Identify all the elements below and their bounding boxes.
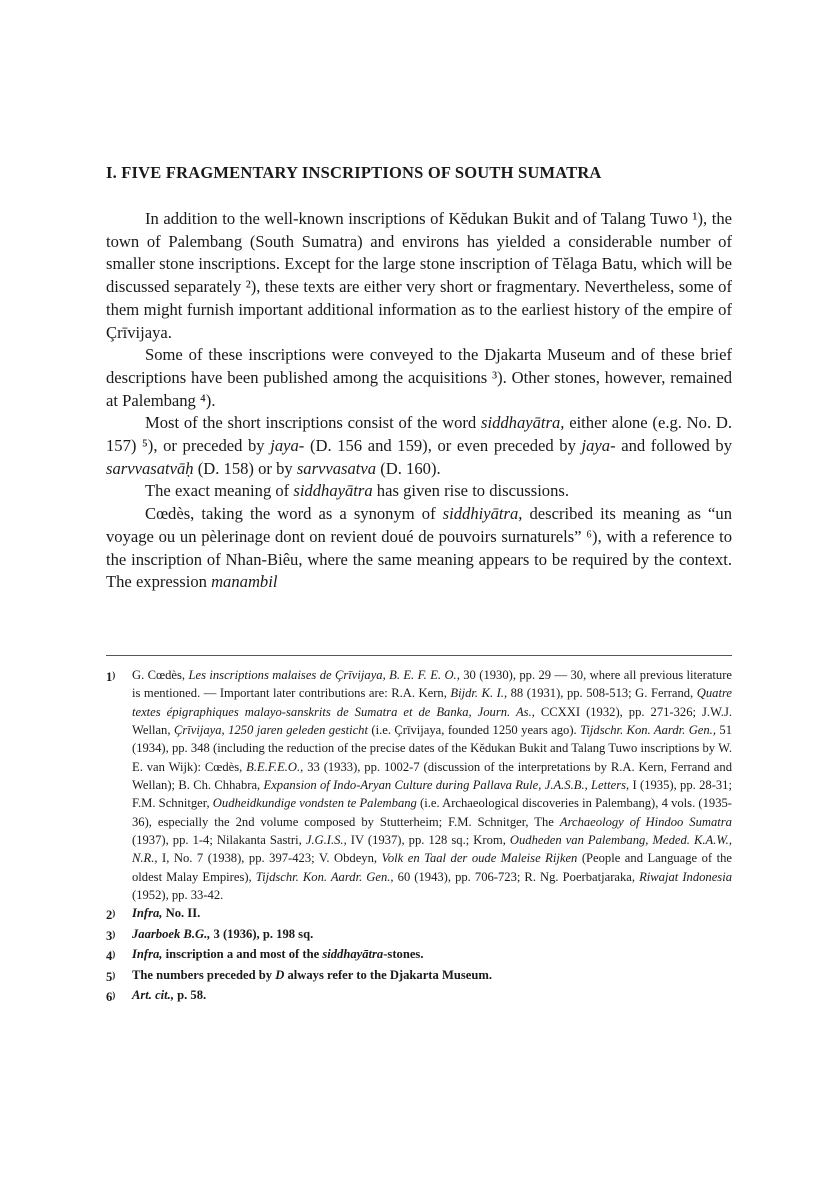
- footnote-number: 2): [106, 908, 116, 923]
- italic-term: siddhayātra: [293, 481, 373, 501]
- chapter-title: I. FIVE FRAGMENTARY INSCRIPTIONS OF SOUTH SUMATRA: [106, 163, 602, 182]
- paragraph-5: [106, 503, 732, 594]
- footnote-text: Infra, inscription a and most of the siddhayātra-stones.: [132, 947, 424, 962]
- footnote-6: [106, 986, 732, 1006]
- text-run: either alone (e.g. No. D. 157) ⁵), or preceded by: [106, 413, 733, 456]
- text-run: and followed by: [615, 436, 732, 456]
- footnote-text: Infra, No. II.: [132, 906, 201, 921]
- italic-term: siddhayātra,: [481, 413, 565, 433]
- body-text: [106, 208, 732, 594]
- footnote-number: 3): [106, 928, 116, 943]
- italic-term: siddhiyātra,: [442, 504, 523, 524]
- footnote-5: [106, 966, 732, 986]
- text-run: (D. 156 and 159), or even preceded by: [304, 436, 582, 456]
- paragraph-1: In addition to the well-known inscriptions of Kĕdukan Bukit and of Talang Tuwo ¹), the town of Palembang (South Sumatra) and environs has yielded a considerable number of smaller stone inscriptions. Except for the large stone inscription of Tĕlaga Batu, which will be discussed separately ²), these texts are either very short or fragmentary. Nevertheless, some of them might furnish important additional information as to the earliest history of the empire of Çrīvijaya.: [106, 209, 732, 342]
- paragraph-3: [106, 412, 732, 480]
- italic-term: sarvvasatva: [296, 458, 377, 478]
- footnote-2: [106, 904, 732, 924]
- footnote-text: Art. cit., p. 58.: [132, 987, 207, 1002]
- text-run: described its meaning as “un voyage ou un pèlerinage dont on revient doué de pouvoirs surnaturels” ⁶), with a reference to the inscription of Nhan-Biêu, where the same meaning appears to be required by the context. The expression: [106, 504, 732, 592]
- footnote-number: 5): [106, 969, 116, 984]
- footnote-1: [106, 666, 732, 904]
- footnote-text: G. Cœdès, Les inscriptions malaises de Çrīvijaya, B. E. F. E. O., 30 (1930), pp. 29 — 30, where all previous literature is mentioned. — Important later contributions are: R.A. Kern, Bijdr. K. I., 88 (1931), pp. 508-513; G. Ferrand, Quatre textes épigraphiques malayo-sanskrits de Sumatra et de Banka, Journ. As., CCXXI (1932), pp. 271-326; J.W.J. Wellan, Çrīvijaya, 1250 jaren geleden gesticht (i.e. Çrīvijaya, founded 1250 years ago). Tijdschr. Kon. Aardr. Gen., 51 (1934), pp. 348 (including the reduction of the precise dates of the Kĕdukan Bukit and Talang Tuwo inscriptions by W. E. van Wijk): Cœdès, B.E.F.E.O., 33 (1933), pp. 1002-7 (discussion of the interpretations by R.A. Kern, Ferrand and Wellan); B. Ch. Chhabra, Expansion of Indo-Aryan Culture during Pallava Rule, J.A.S.B., Letters, I (1935), pp. 28-31; F.M. Schnitger, Oudheidkundige vondsten te Palembang (i.e. Archaeological discoveries in Palembang), 4 vols. (1935-36), especially the 2nd volume composed by Stutterheim; F.M. Schnitger, The Archaeology of Hindoo Sumatra (1937), pp. 1-4; Nilakanta Sastri, J.G.I.S., IV (1937), pp. 128 sq.; Krom, Oudheden van Palembang, Meded. K.A.W., N.R., I, No. 7 (1938), pp. 397-423; V. Obdeyn, Volk en Taal der oude Maleise Rijken (People and Language of the oldest Malay Empires), Tijdschr. Kon. Aardr. Gen., 60 (1943), pp. 706-723; R. Ng. Poerbatjaraka, Riwajat Indonesia (1952), pp. 33-42.: [132, 668, 733, 903]
- italic-term: jaya-: [581, 436, 616, 456]
- italic-term: sarvvasatvāḥ: [106, 458, 194, 478]
- text-run: (D. 158) or by: [193, 458, 297, 478]
- text-run: Cœdès, taking the word as a synonym of: [145, 504, 443, 524]
- text-run: (D. 160).: [376, 458, 441, 478]
- footnote-text: Jaarboek B.G., 3 (1936), p. 198 sq.: [132, 926, 314, 941]
- text-run: has given rise to discussions.: [372, 481, 570, 501]
- italic-term: jaya-: [270, 436, 305, 456]
- paragraph-4: [106, 480, 732, 503]
- footnote-number: 4): [106, 949, 116, 964]
- footnote-number: 6): [106, 989, 116, 1004]
- text-run: The exact meaning of: [145, 481, 294, 501]
- footnote-text: The numbers preceded by D always refer to the Djakarta Museum.: [132, 967, 492, 982]
- footnote-4: [106, 945, 732, 965]
- footnotes: [106, 666, 732, 1006]
- footnote-3: [106, 925, 732, 945]
- paragraph-2: Some of these inscriptions were conveyed to the Djakarta Museum and of these brief descriptions have been published among the acquisitions ³). Other stones, however, remained at Palembang ⁴).: [106, 345, 732, 410]
- italic-term: manambil: [211, 572, 278, 592]
- footnote-number: 1): [106, 670, 116, 684]
- footnote-divider: [106, 655, 732, 656]
- text-run: Most of the short inscriptions consist of the word: [145, 413, 481, 433]
